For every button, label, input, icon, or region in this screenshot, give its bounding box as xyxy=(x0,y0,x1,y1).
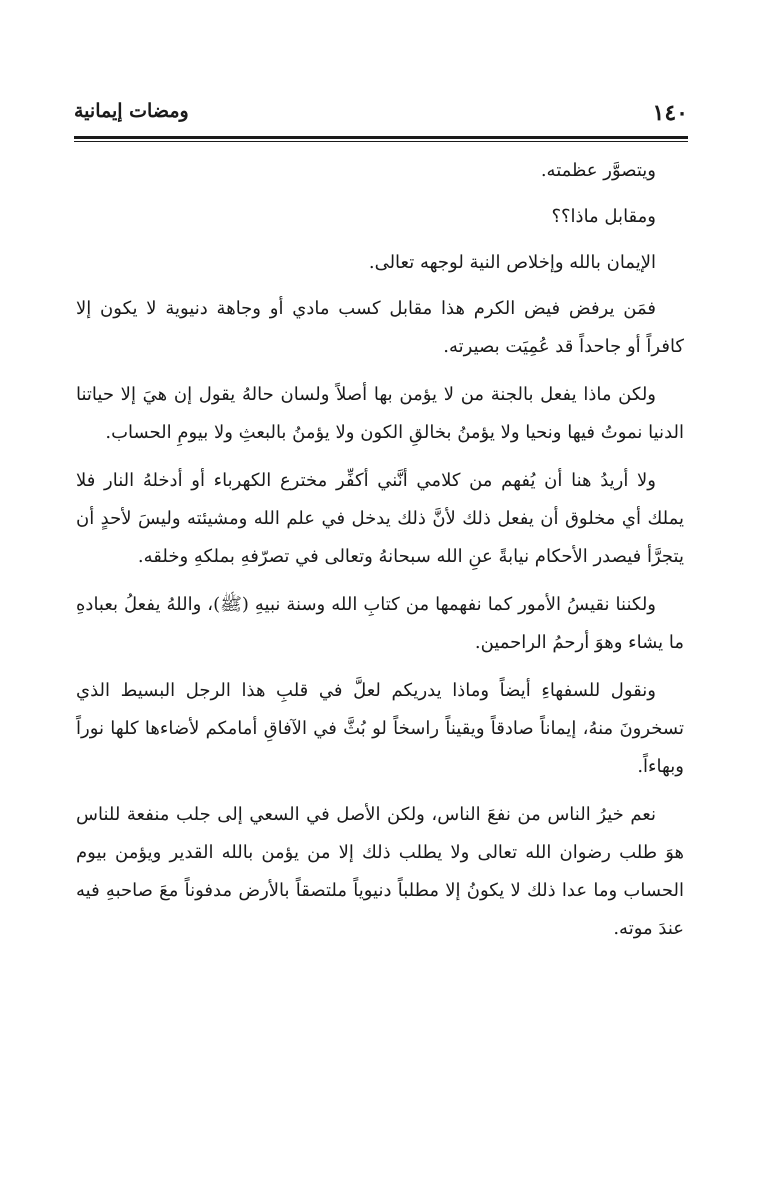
paragraph: ومقابل ماذا؟؟ xyxy=(551,206,656,227)
paragraph: ونقول للسفهاءِ أيضاً وماذا يدريكم لعلَّ في قلبِ هذا الرجل البسيط الذي تسخرونَ منهُ، إيماناً صادقاً ويقيناً راسخاً لو بُثَّ في الآفاقِ أمامكم لأضاءها كلها نوراً وبهاءاً. xyxy=(76,680,684,777)
running-title: ومضات إيمانية xyxy=(74,100,189,122)
header-rule-thick xyxy=(74,136,688,139)
body-text xyxy=(76,152,684,958)
header-rule-thin xyxy=(74,141,688,142)
page-header xyxy=(74,100,688,134)
page-number: ١٤٠ xyxy=(652,100,688,126)
paragraph: نعم خيرُ الناس من نفعَ الناس، ولكن الأصل في السعي إلى جلب منفعة للناس هوَ طلب رضوان الله تعالى ولا يطلب ذلك إلا من يؤمن بالله القدير ويؤمن بيوم الحساب وما عدا ذلك لا يكونُ إلا مطلباً دنيوياً ملتصقاً بالأرض مدفوناً معَ صاحبهِ فيه عندَ موته. xyxy=(76,804,684,939)
paragraph: ولكننا نقيسُ الأمور كما نفهمها من كتابِ الله وسنة نبيهِ (ﷺ)، واللهُ يفعلُ بعبادهِ ما يشاء وهوَ أرحمُ الراحمين. xyxy=(76,594,684,653)
paragraph: ولا أريدُ هنا أن يُفهم من كلامي أنَّني أكفِّر مخترع الكهرباء أو أدخلهُ النار فلا يملك أي مخلوق أن يفعل ذلك لأنَّ ذلك يدخل في علم الله ومشيئته وليسَ لأحدٍ أن يتجرَّأ فيصدر الأحكام نيابةً عنِ الله سبحانهُ وتعالى في تصرّفهِ بملكهِ وخلقه. xyxy=(76,470,684,567)
paragraph: الإيمان بالله وإخلاص النية لوجهه تعالى. xyxy=(368,252,656,273)
paragraph: ولكن ماذا يفعل بالجنة من لا يؤمن بها أصلاً ولسان حالهُ يقول إن هيَ إلا حياتنا الدنيا نموتُ فيها ونحيا ولا يؤمنُ بخالقِ الكون ولا يؤمنُ بالبعثِ ولا بيومِ الحساب. xyxy=(76,384,684,443)
paragraph: فمَن يرفض فيض الكرم هذا مقابل كسب مادي أو وجاهة دنيوية لا يكون إلا كافراً أو جاحداً قد عُمِيَت بصيرته. xyxy=(76,298,684,357)
paragraph: ويتصوَّر عظمته. xyxy=(540,160,656,181)
